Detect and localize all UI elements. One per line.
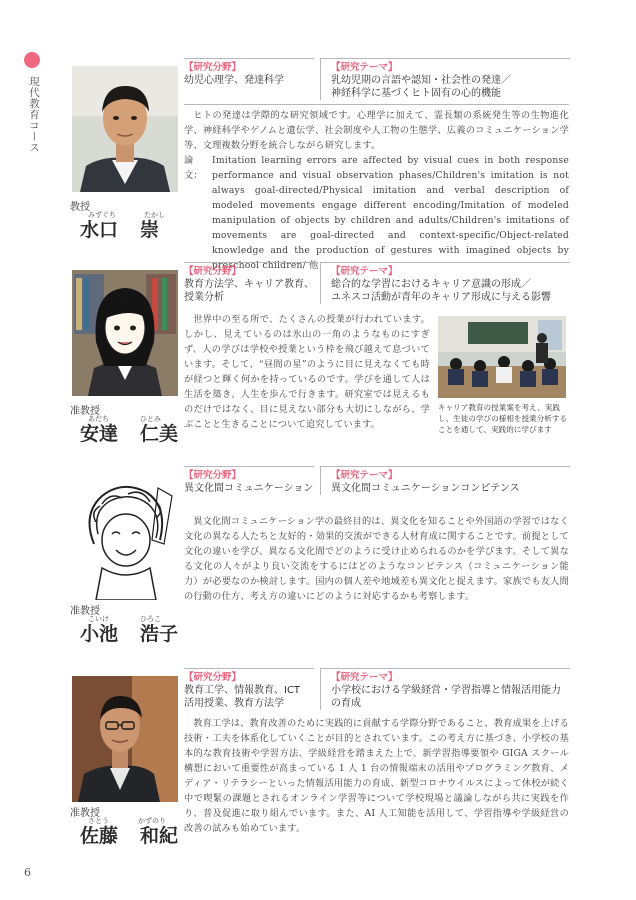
name-ruby-given: ひとみ [140,415,161,423]
rank-label: 准教授 [70,406,100,417]
theme-value: 小学校における学級経営・学習指導と情報活用能力 の育成 [331,685,561,709]
portrait-photo-icon [72,676,178,802]
field-value: 幼児心理学、発達科学 [184,75,284,86]
theme-value: 乳幼児期の言語や認知・社会性の発達／ 神経科学に基づくヒト固有の心的機能 [331,75,511,99]
cartoon-portrait-icon [72,270,178,396]
profile-mizuguchi [68,58,569,271]
profile-description [184,716,569,836]
field-value: 教育工学、情報教育、ICT 活用授業、教育方法学 [184,685,301,709]
research-field [184,668,314,710]
field-value: 異文化間コミュニケーション [184,483,314,494]
portrait-photo [72,676,178,802]
rank-label: 准教授 [70,606,100,617]
portrait-illustration [72,270,178,396]
name-ruby-family: さとう [88,817,109,825]
description-text: 教育工学は、教育改善のために実践的に貢献する学際分野であること、教育成果を上げる技術・工夫を体系化していくことが目的とされています。この考え方に基づき、小学校の基本的な教育技術や学習方法、学級経営を踏まえた上で、新学習指導要領や GIGA スクール構想において重要性が高まっている 1 人 1 台の情報端末の活用やプログラミング教育、メディア・リテラシーといった情報活用能力の育成、新型コロナウイルスによって休校が続く中で喫緊の課題とされるオンライン学習等について学校現場と議論しながら共に実践を作り、普及促進に取り組んでいます。また、AI 人工知能を活用して、学習指導や学級経営の改善の試みも始めています。 [184,718,569,834]
name-ruby-given: ひろこ [140,615,161,623]
research-field [184,262,314,304]
name-given: 和紀 [140,825,179,847]
theme-tag: 【研究テーマ】 [331,266,398,277]
professor-name [80,816,182,847]
profile-sato [68,668,568,858]
description-text: ヒトの発達は学際的な研究領域です。心理学に加えて、霊長類の系統発生等の生物進化学、神経科学やゲノムと遺伝学、社会制度や人工物の生態学、広義のコミュニケーション学等、文理複数分野を統合しながら研究します。 [184,110,569,151]
portrait-photo [72,66,178,192]
name-ruby-given: かずのり [138,817,166,825]
portrait-illustration-icon [72,66,178,192]
name-ruby-given: たかし [144,211,165,219]
profile-adachi [68,262,568,452]
description-text: 異文化間コミュニケーション学の最終目的は、異文化を知ることや外国語の学習ではなく文化の異なる人たちと友好的・効果的交流ができる人材育成に関することです。前提として文化の違いを学び、異なる文化間でどのように受け止められるのかを学びます。そして異なる文化の人々がより良い交流をするにはどのようなコンピテンス（コミュニケーション能力）が必要なのか検討します。国内の個人差や地域差も異文化と捉えます。家族でも友人間の行動の仕方、考え方の違いにどのように対応するかも考察します。 [184,516,569,602]
research-theme [320,262,570,304]
description-text: 世界中の至る所で、たくさんの授業が行われています。しかし、見えているのは氷山の一角のようなものにすぎず、人の学びは学校や授業という枠を飛び越えて息づいています。そして、“昼間の星”のように目に見えなくても時が経つと輝く何かを持っているのです。学びを通して人は生活を築き、人生を歩んで行きます。研究室では見えるものだけではなく、目に見えない部分も大切にしながら、学ぶことと生きることについて追究しています。 [184,314,430,430]
field-value: 教育方法学、キャリア教育、 授業分析 [184,279,314,303]
field-tag: 【研究分野】 [184,672,242,683]
name-family: 佐藤 [80,825,119,847]
research-field [184,466,314,495]
theme-tag: 【研究テーマ】 [331,62,398,73]
name-family: 安達 [80,423,119,445]
research-theme [320,668,570,710]
photo-caption: キャリア教育の授業案を考え、実践し、生徒の学びの様相を授業分析することを通して、実践的に学びます [438,403,568,434]
research-theme [320,58,570,100]
professor-name [80,614,182,645]
papers-text: Imitation learning errors are affected by visual cues in both response performance and visual observation phases/Children's imitation is not always goal-directed/Physical imitation and verbal description of modeled movements engage different encoding/Imitation of modeled manipulation of objects by children and adults/Children's imitations of movements are goal-directed and context-specific/Object-related knowledge and the production of gestures with imagined objects by preschool children/ 他 [212,155,569,271]
name-family: 小池 [80,623,119,645]
name-ruby-family: こいけ [88,615,109,623]
name-given: 仁美 [140,423,179,445]
profile-description [184,312,430,432]
field-tag: 【研究分野】 [184,62,242,73]
section-label: 現代教育コース [28,76,40,153]
sketch-portrait-icon [72,474,178,600]
classroom-photo [438,316,566,398]
profile-description [184,514,569,604]
name-given: 崇 [140,219,160,241]
profile-koike [68,466,568,656]
research-field [184,58,314,87]
profile-description [184,104,569,273]
rank-label: 准教授 [70,808,100,819]
theme-tag: 【研究テーマ】 [331,672,398,683]
section-dot-icon [24,52,40,68]
theme-value: 異文化間コミュニケーションコンピテンス [331,483,520,494]
name-given: 浩子 [140,623,179,645]
field-tag: 【研究分野】 [184,266,242,277]
portrait-illustration [72,474,178,600]
papers-label: 論文： [184,155,203,181]
professor-name [80,210,172,241]
theme-value: 総合的な学習におけるキャリア意識の形成／ ユネスコ活動が青年のキャリア形成に与える影響 [331,279,551,303]
page-number: 6 [24,866,31,879]
professor-name [80,414,182,445]
theme-tag: 【研究テーマ】 [331,470,398,481]
papers-list [184,153,569,273]
research-theme [320,466,570,495]
rank-label: 教授 [70,202,90,213]
field-tag: 【研究分野】 [184,470,242,481]
name-family: 水口 [80,219,119,241]
name-ruby-family: あだち [88,415,109,423]
classroom-scene-icon [438,316,566,398]
name-ruby-family: みずぐち [88,211,116,219]
